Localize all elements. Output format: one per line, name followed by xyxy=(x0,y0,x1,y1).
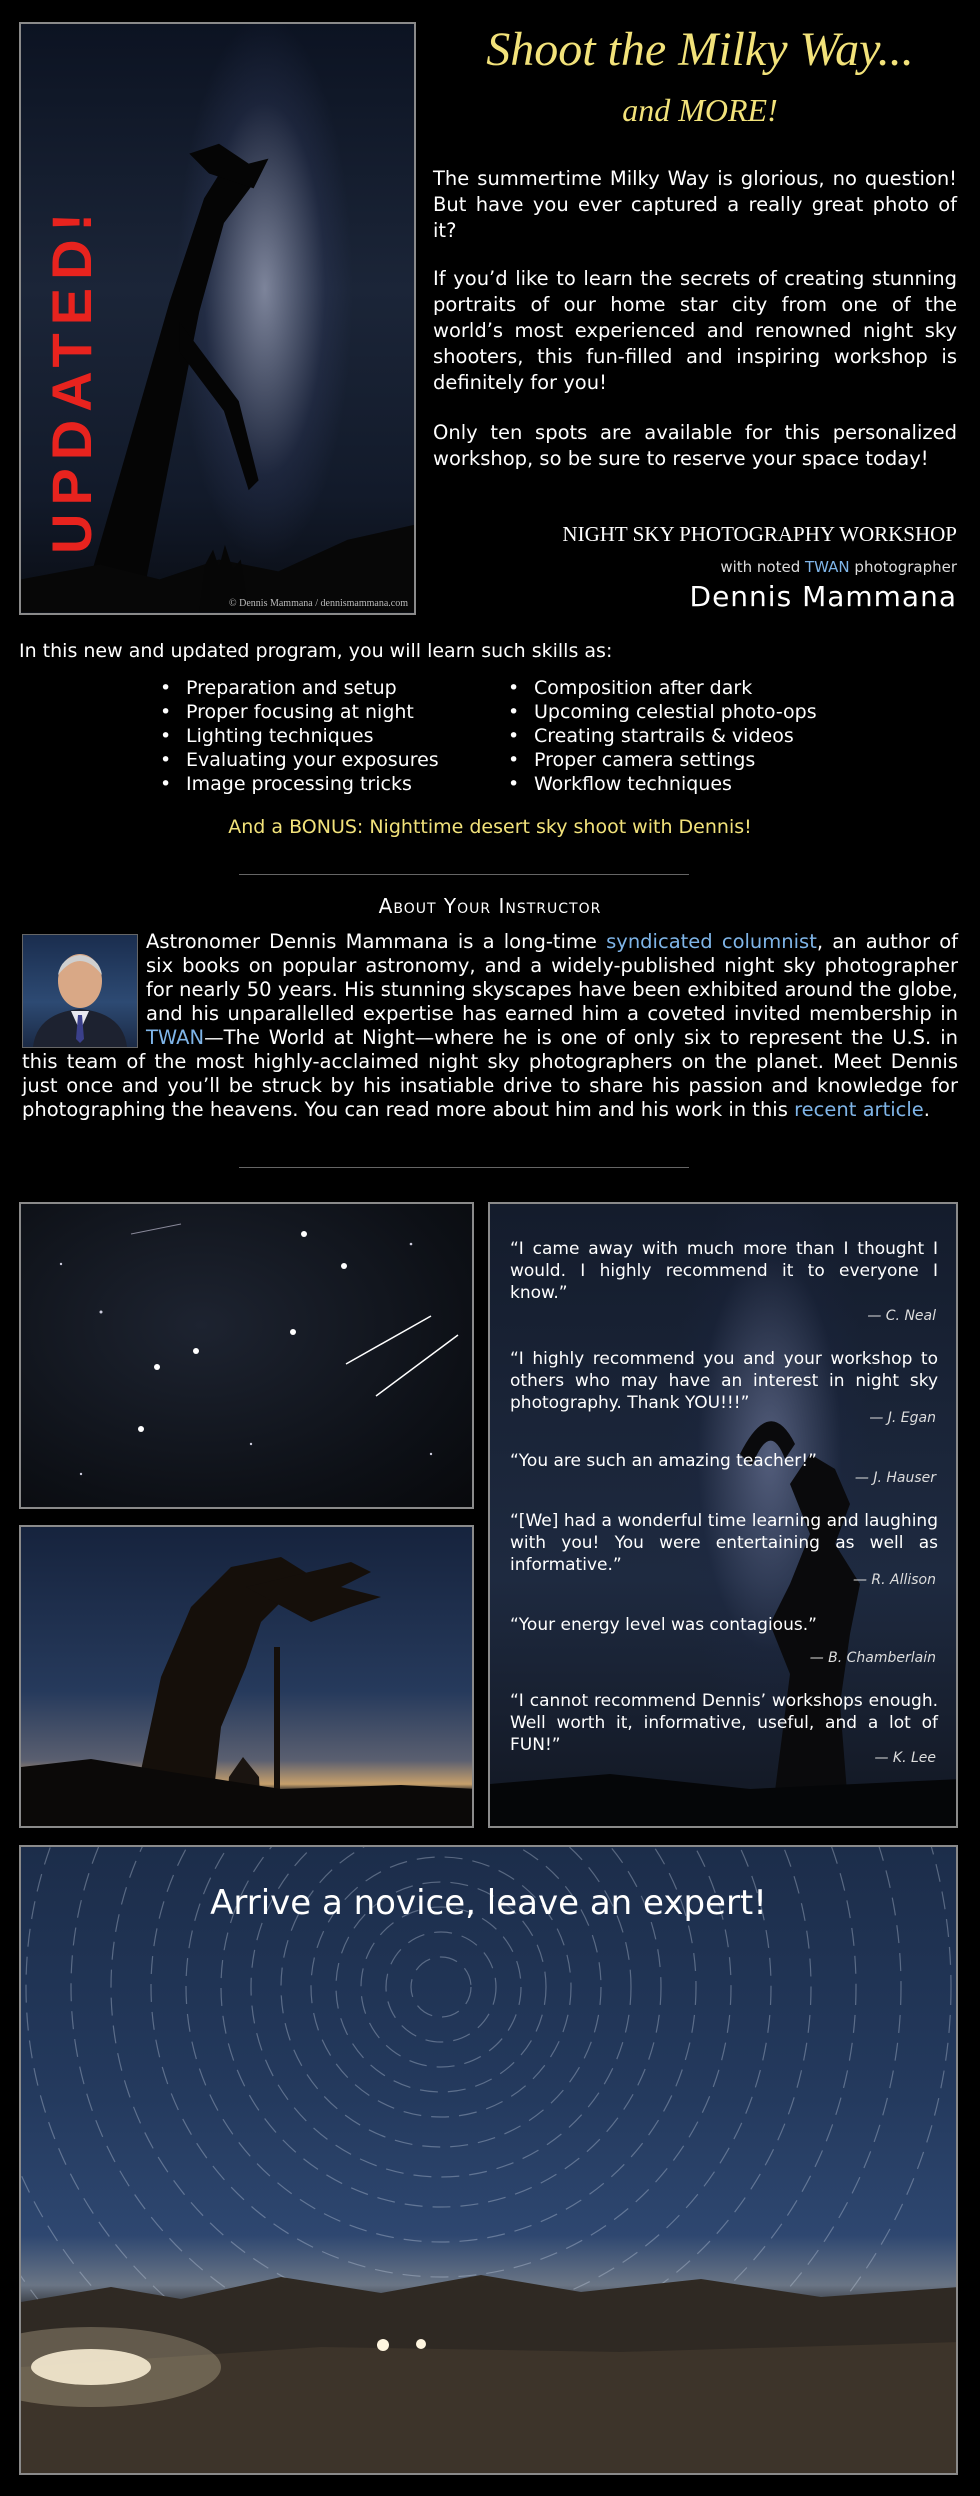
divider xyxy=(239,1167,689,1168)
bonus-line: And a BONUS: Nighttime desert sky shoot with Dennis! xyxy=(228,816,752,838)
starfield-illustration xyxy=(21,1204,474,1509)
list-item: • Upcoming celestial photo-ops xyxy=(508,700,817,724)
list-item: • Proper focusing at night xyxy=(160,700,439,724)
list-item: • Workflow techniques xyxy=(508,772,817,796)
recent-article-link[interactable]: recent article xyxy=(794,1098,924,1121)
bio-text: , an author of six books on popular astronomy, and a widely-published night sky photographer for nearly 50 years. His stunning skyscapes have been exhibited around the globe, and his unparallelled expertise has earned him a coveted invited membership in xyxy=(146,930,959,1025)
intro-paragraph-3: Only ten spots are available for this personalized workshop, so be sure to reserve your space today! xyxy=(433,421,957,470)
list-item: • Evaluating your exposures xyxy=(160,748,439,772)
noted-pre: with noted xyxy=(720,558,805,576)
presenter-name: Dennis Mammana xyxy=(689,580,957,613)
sculpture-silhouette xyxy=(21,1527,474,1828)
testimonial-quote: “I highly recommend you and your workshop to others who may have an interest in night sky photography. Thank YOU!!!” xyxy=(510,1349,938,1413)
twan-link[interactable]: TWAN xyxy=(146,1026,205,1049)
starfield-photo xyxy=(19,1202,474,1509)
testimonial-quote: “I cannot recommend Dennis’ workshops enough. Well worth it, informative, useful, and a lot of FUN!” xyxy=(510,1691,938,1755)
bio-text: Astronomer Dennis Mammana is a long-time xyxy=(146,930,607,953)
skills-list-left xyxy=(160,676,439,796)
twan-link[interactable]: TWAN xyxy=(805,558,850,576)
bio-text: . xyxy=(923,1098,930,1121)
intro-paragraph-2: If you’d like to learn the secrets of creating stunning portraits of our home star city from one of the world’s most experienced and renowned night sky shooters, this fun-filled and inspiring workshop is definitely for you! xyxy=(433,267,957,394)
updated-stamp: UPDATED! xyxy=(40,204,103,554)
star-trails-illustration xyxy=(21,1847,958,2475)
noted-post: photographer xyxy=(849,558,957,576)
testimonial-quote: “[We] had a wonderful time learning and laughing with you! You were entertaining as well as informative.” xyxy=(510,1511,938,1575)
testimonial-quote: “I came away with much more than I thought I would. I highly recommend it to everyone I know.” xyxy=(510,1239,938,1303)
testimonial-author: — C. Neal xyxy=(867,1308,936,1324)
skills-list-right xyxy=(508,676,817,796)
hero-milky-way-photo xyxy=(19,22,416,615)
list-item: • Image processing tricks xyxy=(160,772,439,796)
list-item: • Lighting techniques xyxy=(160,724,439,748)
list-item: • Proper camera settings xyxy=(508,748,817,772)
divider xyxy=(239,874,689,875)
list-item: • Preparation and setup xyxy=(160,676,439,700)
list-item: • Composition after dark xyxy=(508,676,817,700)
testimonials-panel xyxy=(488,1202,958,1828)
list-item: • Creating startrails & videos xyxy=(508,724,817,748)
workshop-name: NIGHT SKY PHOTOGRAPHY WORKSHOP xyxy=(562,522,957,546)
dragon-sculpture-photo xyxy=(19,1525,474,1828)
testimonial-author: — J. Egan xyxy=(869,1410,936,1426)
testimonial-quote: “You are such an amazing teacher!” xyxy=(510,1451,817,1471)
instructor-bio xyxy=(22,930,958,1122)
bio-text: —The World at Night—where he is one of only six to represent the U.S. in this team of the most highly-acclaimed night sky photographers on the planet. Meet Dennis just once and you’ll be struck by his insatiable drive to share his passion and knowledge for photographing the heavens. You can read more about him and his work in this xyxy=(22,1026,958,1121)
noted-line xyxy=(433,558,957,576)
intro-paragraph-1: The summertime Milky Way is glorious, no question! But have you ever captured a really great photo of it? xyxy=(433,167,957,242)
skills-intro: In this new and updated program, you will learn such skills as: xyxy=(19,640,613,662)
testimonial-author: — J. Hauser xyxy=(854,1470,936,1486)
photo-credit: © Dennis Mammana / dennismammana.com xyxy=(229,598,408,609)
syndicated-columnist-link[interactable]: syndicated columnist xyxy=(606,930,817,953)
subheadline: and MORE! xyxy=(622,92,778,128)
about-title: About Your Instructor xyxy=(378,894,602,918)
headline: Shoot the Milky Way... xyxy=(486,23,914,76)
testimonial-author: — K. Lee xyxy=(874,1750,936,1766)
testimonial-author: — B. Chamberlain xyxy=(809,1650,936,1666)
testimonial-author: — R. Allison xyxy=(852,1572,936,1588)
testimonial-quote: “Your energy level was contagious.” xyxy=(510,1615,817,1635)
tagline: Arrive a novice, leave an expert! xyxy=(210,1883,767,1923)
star-trails-photo xyxy=(19,1845,958,2475)
